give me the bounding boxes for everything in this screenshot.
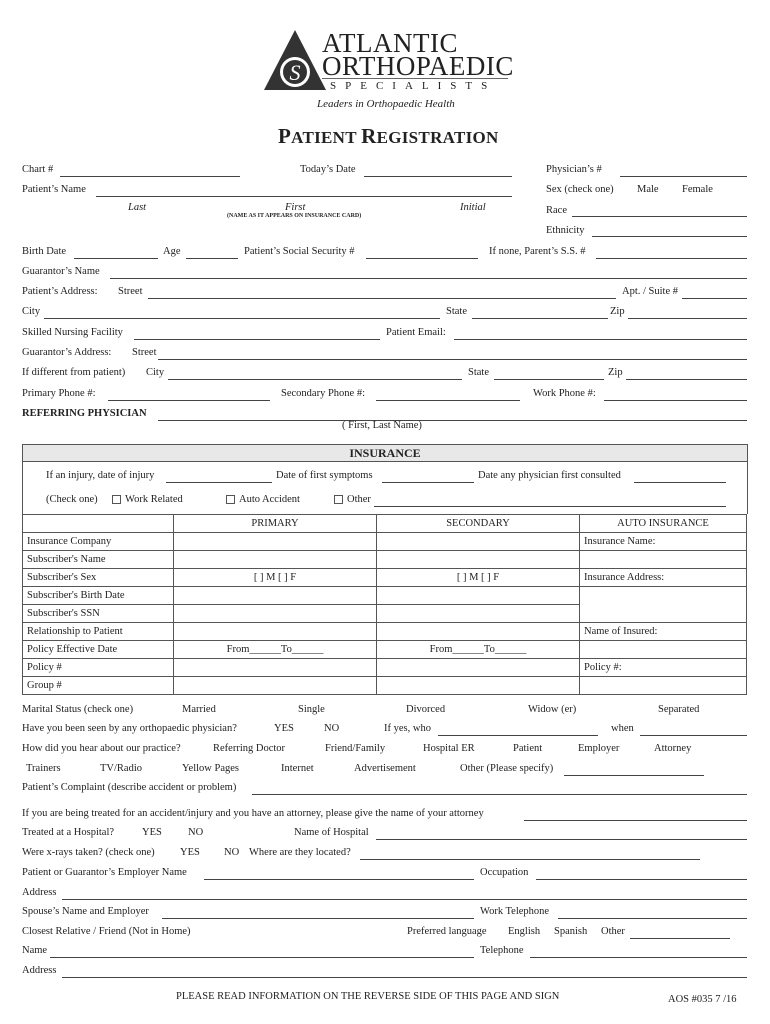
complaint-label: Patient’s Complaint (describe accident or problem)	[22, 782, 237, 793]
brand-line-1: ATLANTIC	[322, 28, 458, 58]
parent-ss-label: If none, Parent’s S.S. #	[489, 246, 586, 257]
guarantor-state-field[interactable]	[494, 379, 604, 380]
other-specify-field[interactable]	[564, 775, 704, 776]
primary-from-to[interactable]: From______To______	[174, 641, 377, 659]
birth-date-label: Birth Date	[22, 246, 67, 257]
first-symptoms-field[interactable]	[382, 482, 474, 483]
when-label: when	[611, 723, 634, 734]
row-label: Subscriber's Sex	[23, 569, 174, 587]
guarantor-zip-label: Zip	[608, 367, 623, 378]
language-other-option[interactable]: Other	[601, 926, 625, 937]
apt-label: Apt. / Suite #	[622, 286, 679, 297]
checkbox-icon[interactable]	[226, 495, 235, 504]
complaint-field[interactable]	[252, 794, 747, 795]
yellow-pages-option[interactable]: Yellow Pages	[182, 763, 239, 774]
ethnicity-field[interactable]	[592, 236, 747, 237]
ethnicity-label: Ethnicity	[546, 225, 585, 236]
state-field[interactable]	[472, 318, 608, 319]
closest-relative-label: Closest Relative / Friend (Not in Home)	[22, 926, 191, 937]
referring-doctor-option[interactable]: Referring Doctor	[213, 743, 286, 754]
chart-field[interactable]	[60, 176, 240, 177]
physician-field[interactable]	[620, 176, 747, 177]
advertisement-option[interactable]: Advertisement	[354, 763, 416, 774]
guarantor-city-field[interactable]	[168, 379, 462, 380]
work-telephone-label: Work Telephone	[480, 906, 550, 917]
age-label: Age	[163, 246, 181, 257]
age-field[interactable]	[186, 258, 238, 259]
secondary-phone-label: Secondary Phone #:	[281, 388, 365, 399]
occupation-label: Occupation	[480, 867, 529, 878]
where-located-field[interactable]	[360, 859, 700, 860]
attorney-question: If you are being treated for an accident/injury and you have an attorney, please give the name of your attorney	[22, 808, 484, 819]
patient-option[interactable]: Patient	[513, 743, 543, 754]
name-note: (NAME AS IT APPEARS ON INSURANCE CARD)	[227, 213, 362, 219]
insurance-table	[22, 514, 747, 695]
row-label: Subscriber's SSN	[23, 605, 174, 623]
referring-physician-label: REFERRING PHYSICIAN	[22, 408, 147, 419]
skilled-nursing-field[interactable]	[134, 339, 380, 340]
row-label: Subscriber's Birth Date	[23, 587, 174, 605]
last-caption: Last	[128, 202, 147, 213]
xrays-yes-option[interactable]: YES	[180, 847, 200, 858]
tv-radio-option[interactable]: TV/Radio	[100, 763, 142, 774]
form-id: AOS #035 7 /16	[668, 994, 737, 1005]
injury-date-field[interactable]	[166, 482, 272, 483]
treated-hospital-label: Treated at a Hospital?	[22, 827, 115, 838]
xrays-label: Were x-rays taken? (check one)	[22, 847, 155, 858]
seen-before-label: Have you been seen by any orthopaedic physician?	[22, 723, 237, 734]
work-phone-field[interactable]	[604, 400, 747, 401]
row-label: Policy Effective Date	[23, 641, 174, 659]
zip-label: Zip	[610, 306, 625, 317]
secondary-sex[interactable]: [ ] M [ ] F	[377, 569, 580, 587]
ssn-field[interactable]	[366, 258, 478, 259]
city-label: City	[22, 306, 41, 317]
xrays-no-option[interactable]: NO	[224, 847, 240, 858]
secondary-from-to[interactable]: From______To______	[377, 641, 580, 659]
referring-physician-field[interactable]	[158, 420, 747, 421]
physician-label: Physician’s #	[546, 164, 602, 175]
employer-address-field[interactable]	[62, 899, 747, 900]
chart-label: Chart #	[22, 164, 54, 175]
patient-name-label: Patient’s Name	[22, 184, 86, 195]
check-one-label: (Check one)	[46, 494, 98, 505]
guarantor-street-label: Street	[132, 347, 157, 358]
english-option[interactable]: English	[508, 926, 541, 937]
apt-field[interactable]	[682, 298, 747, 299]
patient-address-label: Patient’s Address:	[22, 286, 98, 297]
first-caption: First	[285, 202, 306, 213]
hospital-er-option[interactable]: Hospital ER	[423, 743, 475, 754]
race-label: Race	[546, 205, 567, 216]
hospital-name-field[interactable]	[376, 839, 747, 840]
todays-date-field[interactable]	[364, 176, 512, 177]
race-field[interactable]	[572, 216, 747, 217]
guarantor-zip-field[interactable]	[626, 379, 747, 380]
employer-address-label: Address	[22, 887, 57, 898]
guarantor-address-label: Guarantor’s Address:	[22, 347, 112, 358]
other-option[interactable]: Other	[334, 494, 371, 505]
tagline: Leaders in Orthopaedic Health	[317, 98, 455, 110]
internet-option[interactable]: Internet	[281, 763, 314, 774]
spouse-label: Spouse’s Name and Employer	[22, 906, 149, 917]
when-field[interactable]	[640, 735, 747, 736]
hear-about-label: How did you hear about our practice?	[22, 743, 181, 754]
zip-field[interactable]	[628, 318, 747, 319]
separated-option[interactable]: Separated	[658, 704, 700, 715]
work-phone-label: Work Phone #:	[533, 388, 596, 399]
col-primary: PRIMARY	[174, 515, 377, 533]
relative-telephone-label: Telephone	[480, 945, 524, 956]
birth-date-field[interactable]	[74, 258, 158, 259]
first-consulted-label: Date any physician first consulted	[478, 470, 621, 481]
if-different-label: If different from patient)	[22, 367, 126, 378]
logo-triangle-icon	[262, 28, 328, 92]
friend-family-option[interactable]: Friend/Family	[325, 743, 386, 754]
employer-name-field[interactable]	[204, 879, 474, 880]
relative-address-label: Address	[22, 965, 57, 976]
auto-name-of-insured: Name of Insured:	[580, 623, 747, 641]
widow-option[interactable]: Widow (er)	[528, 704, 577, 715]
sex-male-option[interactable]: Male	[637, 184, 659, 195]
guarantor-name-field[interactable]	[110, 278, 747, 279]
page-title: PATIENT REGISTRATION	[278, 124, 499, 148]
secondary-phone-field[interactable]	[376, 400, 520, 401]
street-field[interactable]	[148, 298, 616, 299]
primary-phone-field[interactable]	[108, 400, 270, 401]
guarantor-street-field[interactable]	[158, 359, 747, 360]
first-last-caption: ( First, Last Name)	[342, 420, 422, 431]
patient-email-label: Patient Email:	[386, 327, 446, 338]
treated-no-option[interactable]: NO	[188, 827, 204, 838]
ssn-label: Patient’s Social Security #	[244, 246, 355, 257]
preferred-language-label: Preferred language	[407, 926, 487, 937]
marital-label: Marital Status (check one)	[22, 704, 134, 715]
row-label: Relationship to Patient	[23, 623, 174, 641]
auto-insurance-name: Insurance Name:	[580, 533, 747, 551]
spanish-option[interactable]: Spanish	[554, 926, 588, 937]
married-option[interactable]: Married	[182, 704, 216, 715]
auto-insurance-address: Insurance Address:	[580, 569, 747, 587]
guarantor-state-label: State	[468, 367, 489, 378]
auto-accident-option[interactable]: Auto Accident	[226, 494, 300, 505]
state-label: State	[446, 306, 467, 317]
relative-telephone-field[interactable]	[530, 957, 747, 958]
language-other-field[interactable]	[630, 938, 730, 939]
spouse-field[interactable]	[162, 918, 474, 919]
occupation-field[interactable]	[536, 879, 747, 880]
relative-name-field[interactable]	[50, 957, 474, 958]
other-specify-option[interactable]: Other (Please specify)	[460, 763, 554, 774]
todays-date-label: Today’s Date	[300, 164, 356, 175]
col-secondary: SECONDARY	[377, 515, 580, 533]
city-field[interactable]	[44, 318, 440, 319]
employer-option[interactable]: Employer	[578, 743, 620, 754]
insurance-header: INSURANCE	[22, 444, 748, 462]
relative-name-label: Name	[22, 945, 48, 956]
parent-ss-field[interactable]	[596, 258, 747, 259]
primary-phone-label: Primary Phone #:	[22, 388, 96, 399]
row-label: Policy #	[23, 659, 174, 677]
first-consulted-field[interactable]	[634, 482, 726, 483]
seen-no-option[interactable]: NO	[324, 723, 340, 734]
sex-label: Sex (check one)	[546, 184, 614, 195]
patient-name-field[interactable]	[96, 196, 512, 197]
single-option[interactable]: Single	[298, 704, 325, 715]
col-auto: AUTO INSURANCE	[580, 515, 747, 533]
work-telephone-field[interactable]	[558, 918, 747, 919]
attorney-option[interactable]: Attorney	[654, 743, 692, 754]
guarantor-name-label: Guarantor’s Name	[22, 266, 100, 277]
employer-name-label: Patient or Guarantor’s Employer Name	[22, 867, 187, 878]
row-label: Insurance Company	[23, 533, 174, 551]
trainers-option[interactable]: Trainers	[26, 763, 61, 774]
other-field[interactable]	[374, 506, 726, 507]
footer-notice: PLEASE READ INFORMATION ON THE REVERSE SIDE OF THIS PAGE AND SIGN	[176, 991, 560, 1002]
where-located-label: Where are they located?	[249, 847, 351, 858]
primary-sex[interactable]: [ ] M [ ] F	[174, 569, 377, 587]
skilled-nursing-label: Skilled Nursing Facility	[22, 327, 123, 338]
logo-letter: S	[289, 60, 301, 85]
brand-line-2: ORTHOPAEDIC	[322, 51, 514, 81]
who-field[interactable]	[438, 735, 598, 736]
brand-line-3: SPECIALISTS	[330, 80, 497, 92]
auto-policy: Policy #:	[580, 659, 747, 677]
treated-yes-option[interactable]: YES	[142, 827, 162, 838]
hospital-name-label: Name of Hospital	[294, 827, 369, 838]
guarantor-city-label: City	[146, 367, 165, 378]
first-symptoms-label: Date of first symptoms	[276, 470, 373, 481]
sex-female-option[interactable]: Female	[682, 184, 713, 195]
checkbox-icon[interactable]	[334, 495, 343, 504]
work-related-option[interactable]: Work Related	[112, 494, 183, 505]
injury-date-label: If an injury, date of injury	[46, 470, 155, 481]
street-label: Street	[118, 286, 143, 297]
divorced-option[interactable]: Divorced	[406, 704, 446, 715]
checkbox-icon[interactable]	[112, 495, 121, 504]
patient-email-field[interactable]	[454, 339, 747, 340]
seen-yes-option[interactable]: YES	[274, 723, 294, 734]
relative-address-field[interactable]	[62, 977, 747, 978]
row-label: Group #	[23, 677, 174, 695]
row-label: Subscriber's Name	[23, 551, 174, 569]
initial-caption: Initial	[460, 202, 486, 213]
if-yes-who-label: If yes, who	[384, 723, 431, 734]
attorney-field[interactable]	[524, 820, 747, 821]
